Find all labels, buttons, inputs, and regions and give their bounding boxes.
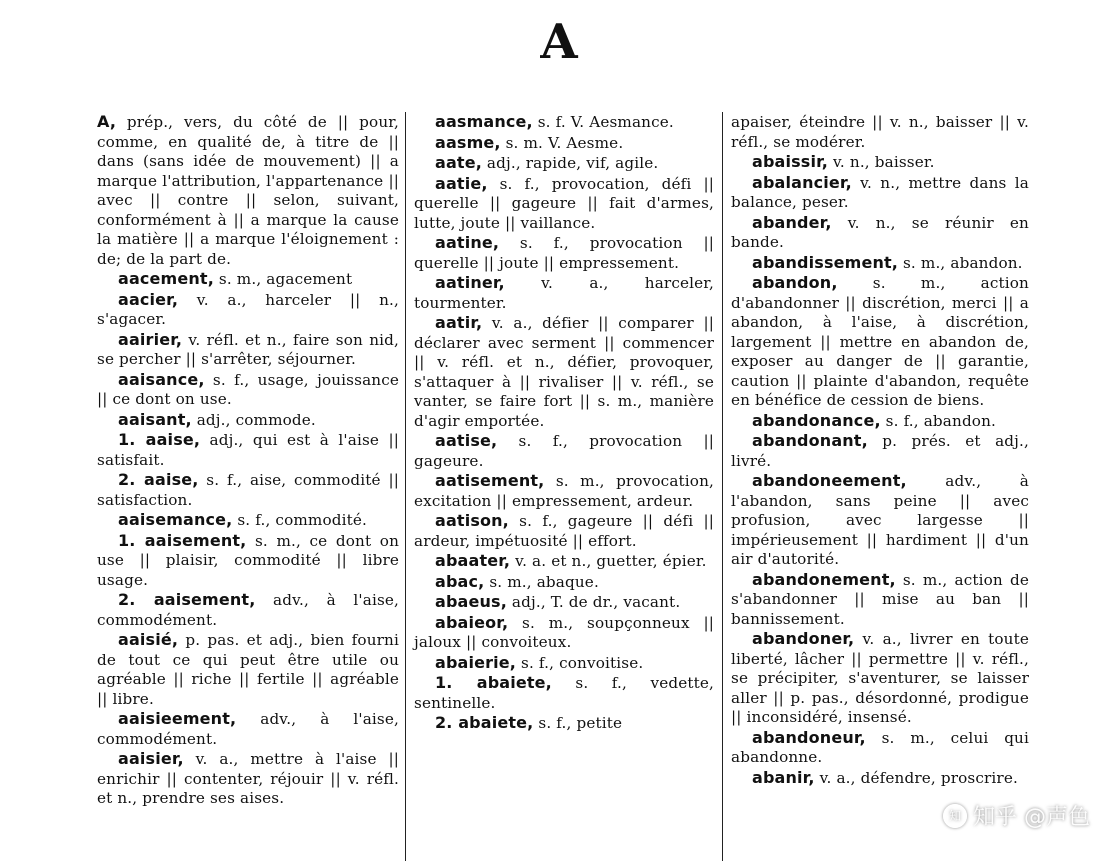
column-divider — [405, 112, 406, 861]
dictionary-entry — [731, 728, 1029, 768]
entry-definition: s. f., convoitise. — [516, 653, 644, 672]
dictionary-entry — [414, 511, 714, 551]
dictionary-entry — [414, 273, 714, 313]
entry-definition: adj., qui est à l'aise || satisfait. — [97, 431, 399, 469]
entry-headword: abandoner, — [752, 629, 855, 648]
entry-definition: s. m., agacement — [213, 270, 353, 288]
dictionary-entry — [414, 471, 714, 511]
page-letter-heading: A — [540, 14, 578, 70]
dictionary-entry — [97, 290, 399, 330]
entry-definition: s. m., provocation, excitation || empressement, ardeur. — [414, 472, 714, 510]
entry-headword: abaeus, — [435, 592, 507, 611]
entry-definition: v. n., mettre dans la balance, peser. — [731, 173, 1029, 211]
entry-definition: apaiser, éteindre || v. n., baisser || v. réfl., se modérer. — [731, 113, 1029, 151]
dictionary-entry — [97, 749, 399, 809]
entry-headword: aatise, — [435, 431, 498, 450]
dictionary-entry — [97, 709, 399, 749]
entry-definition: s. m., action d'abandonner || discrétion, merci || a abandon, à l'aise, à discrétion, largement || mettre en abandon de, exposer au danger de || garantie, caution || plainte d'abandon, requête en bénéfice de cession de biens. — [731, 274, 1029, 409]
dictionary-entry — [414, 613, 714, 653]
entry-headword: 2. aaise, — [118, 470, 199, 489]
dictionary-entry — [414, 431, 714, 471]
entry-definition: v. a., défendre, proscrire. — [814, 768, 1018, 787]
entry-headword: abandonement, — [752, 569, 896, 589]
entry-headword: aaisier, — [118, 749, 184, 768]
entry-definition: adv., à l'abandon, sans peine || avec profusion, avec largesse || impérieusement || hardiment || d'un air d'autorité. — [731, 472, 1029, 568]
entry-headword: aairier, — [118, 329, 183, 349]
entry-headword: aacier, — [118, 289, 179, 309]
dictionary-entry — [731, 273, 1029, 411]
entry-definition: s. f. V. Aesmance. — [532, 113, 674, 131]
dictionary-entry — [97, 470, 399, 510]
entry-headword: aatine, — [435, 233, 500, 252]
entry-definition: p. prés. et adj., livré. — [731, 432, 1029, 470]
entry-headword: aasme, — [435, 132, 501, 152]
entry-definition: v. a., défier || comparer || déclarer avec serment || commencer || v. réfl. et n., défier, provoquer, s'attaquer à || rivaliser || v. réfl., se vanter, se faire fort || s. m., manière d'agir emportée. — [414, 314, 714, 430]
entry-headword: abanir, — [752, 767, 815, 787]
entry-headword: abaissir, — [752, 152, 829, 171]
dictionary-entry — [731, 471, 1029, 570]
entry-definition: p. pas. et adj., bien fourni de tout ce qui peut être utile ou agréable || riche || fertile || agréable || libre. — [97, 631, 399, 708]
entry-headword: aaisant, — [118, 409, 192, 429]
entry-definition: v. a., harceler, tourmenter. — [414, 274, 714, 312]
dictionary-column-3 — [731, 112, 1029, 788]
entry-headword: aatie, — [435, 173, 488, 193]
entry-definition: s. m., action de s'abandonner || mise au ban || bannissement. — [731, 570, 1029, 628]
entry-headword: aatir, — [435, 313, 483, 332]
entry-definition: adj., commode. — [191, 410, 316, 429]
dictionary-entry — [731, 213, 1029, 253]
dictionary-entry — [731, 112, 1029, 152]
entry-definition: s. m. V. Aesme. — [500, 133, 624, 152]
dictionary-entry — [414, 551, 714, 572]
watermark — [943, 800, 1090, 831]
entry-definition: adv., à l'aise, commodément. — [97, 591, 400, 629]
entry-headword: abandon, — [752, 273, 838, 292]
entry-definition: v. n., baisser. — [828, 153, 935, 171]
dictionary-entry — [414, 112, 714, 133]
entry-headword: aasmance, — [435, 112, 533, 131]
dictionary-entry — [414, 713, 714, 734]
dictionary-entry — [731, 411, 1029, 432]
entry-headword: abandonant, — [752, 431, 868, 450]
entry-headword: 1. abaiete, — [435, 673, 552, 692]
dictionary-entry — [414, 174, 714, 234]
watermark-text: 知乎 @声色 — [973, 805, 1090, 830]
entry-definition: s. f., provocation || gageure. — [414, 432, 714, 470]
entry-definition: s. f., petite — [533, 714, 623, 732]
dictionary-entry — [731, 570, 1029, 630]
entry-headword: abander, — [752, 212, 832, 232]
entry-definition: s. m., celui qui abandonne. — [731, 728, 1029, 766]
entry-definition: v. a., harceler || n., s'agacer. — [97, 290, 399, 328]
entry-definition: v. réfl. et n., faire son nid, se percher || s'arrêter, séjourner. — [97, 330, 399, 368]
entry-definition: prép., vers, du côté de || pour, comme, en qualité de, à titre de || dans (sans idée de mouvement) || a marque l'attribution, l'appartenance || avec || contre || selon, suivant, conformément à || a marque la cause la matière || a marque l'éloignement : de; de la part de. — [97, 113, 399, 268]
entry-headword: aaisieement, — [118, 709, 237, 728]
dictionary-entry — [731, 768, 1029, 789]
entry-definition: s. m., soupçonneux || jaloux || convoiteux. — [414, 613, 714, 651]
entry-definition: v. n., se réunir en bande. — [731, 213, 1029, 251]
entry-headword: abac, — [435, 571, 485, 591]
entry-headword: aaisié, — [118, 630, 179, 649]
entry-headword: aacement, — [118, 269, 214, 288]
entry-headword: 2. aaisement, — [118, 590, 256, 609]
dictionary-entry — [414, 673, 714, 713]
dictionary-column-1 — [97, 112, 399, 809]
entry-headword: aaisance, — [118, 369, 205, 389]
entry-headword: abaater, — [435, 551, 511, 570]
dictionary-entry — [97, 330, 399, 370]
dictionary-column-2 — [414, 112, 714, 734]
dictionary-entry — [97, 531, 399, 591]
dictionary-entry — [97, 269, 399, 290]
entry-headword: abandissement, — [752, 252, 899, 272]
dictionary-entry — [97, 370, 399, 410]
dictionary-entry — [97, 510, 399, 531]
dictionary-entry — [97, 112, 399, 269]
dictionary-entry — [731, 253, 1029, 274]
entry-headword: aatisement, — [435, 471, 545, 490]
entry-definition: s. f., aise, commodité || satisfaction. — [97, 471, 399, 509]
dictionary-entry — [731, 152, 1029, 173]
dictionary-entry — [731, 431, 1029, 471]
entry-headword: aaisemance, — [118, 510, 233, 529]
entry-definition: v. a., livrer en toute liberté, lâcher || permettre || v. réfl., se précipiter, s'aventurer, se laisser aller || p. pas., désordonné, prodigue || inconsidéré, insensé. — [731, 630, 1029, 726]
entry-headword: 1. aaisement, — [118, 530, 247, 550]
entry-definition: s. f., commodité. — [232, 511, 368, 529]
entry-definition: v. a. et n., guetter, épier. — [510, 552, 707, 570]
dictionary-entry — [414, 572, 714, 593]
entry-definition: s. f., abandon. — [880, 411, 997, 430]
dictionary-entry — [731, 173, 1029, 213]
entry-definition: adj., rapide, vif, agile. — [481, 154, 659, 172]
entry-definition: s. f., provocation, défi || querelle || gageure || fait d'armes, lutte, joute || vaillance. — [414, 174, 714, 232]
entry-headword: abaieor, — [435, 612, 509, 632]
dictionary-entry — [97, 590, 399, 630]
entry-headword: 2. abaiete, — [435, 713, 534, 732]
entry-headword: abandoneur, — [752, 727, 866, 747]
entry-headword: abaierie, — [435, 652, 517, 672]
dictionary-entry — [414, 653, 714, 674]
dictionary-entry — [414, 233, 714, 273]
dictionary-entry — [97, 410, 399, 431]
entry-definition: s. f., vedette, sentinelle. — [414, 674, 714, 712]
entry-definition: v. a., mettre à l'aise || enrichir || contenter, réjouir || v. réfl. et n., prendre ses aises. — [97, 750, 399, 807]
entry-headword: aatison, — [435, 511, 509, 530]
dictionary-entry — [414, 133, 714, 154]
dictionary-entry — [414, 313, 714, 431]
entry-definition: s. m., abandon. — [898, 253, 1023, 272]
dictionary-entry — [414, 153, 714, 174]
entry-headword: abalancier, — [752, 172, 852, 192]
entry-definition: s. m., abaque. — [484, 572, 599, 591]
entry-headword: 1. aaise, — [118, 430, 201, 449]
entry-headword: aate, — [435, 153, 482, 172]
entry-headword: aatiner, — [435, 273, 505, 292]
entry-definition: adj., T. de dr., vacant. — [506, 593, 681, 611]
dictionary-entry — [97, 630, 399, 709]
entry-definition: s. f., usage, jouissance || ce dont on use. — [97, 370, 399, 408]
entry-headword: abandoneement, — [752, 471, 907, 490]
entry-headword: abandonance, — [752, 410, 881, 430]
dictionary-entry — [414, 592, 714, 613]
entry-definition: s. f., provocation || querelle || joute || empressement. — [414, 234, 714, 272]
zhihu-logo-icon: 知 — [943, 804, 967, 828]
entry-headword: A, — [97, 112, 117, 131]
entry-definition: s. f., gageure || défi || ardeur, impétuosité || effort. — [414, 512, 714, 550]
column-divider — [722, 112, 723, 861]
dictionary-entry — [97, 430, 399, 470]
entry-definition: s. m., ce dont on use || plaisir, commodité || libre usage. — [97, 531, 399, 589]
entry-definition: adv., à l'aise, commodément. — [97, 710, 399, 748]
dictionary-entry — [731, 629, 1029, 728]
